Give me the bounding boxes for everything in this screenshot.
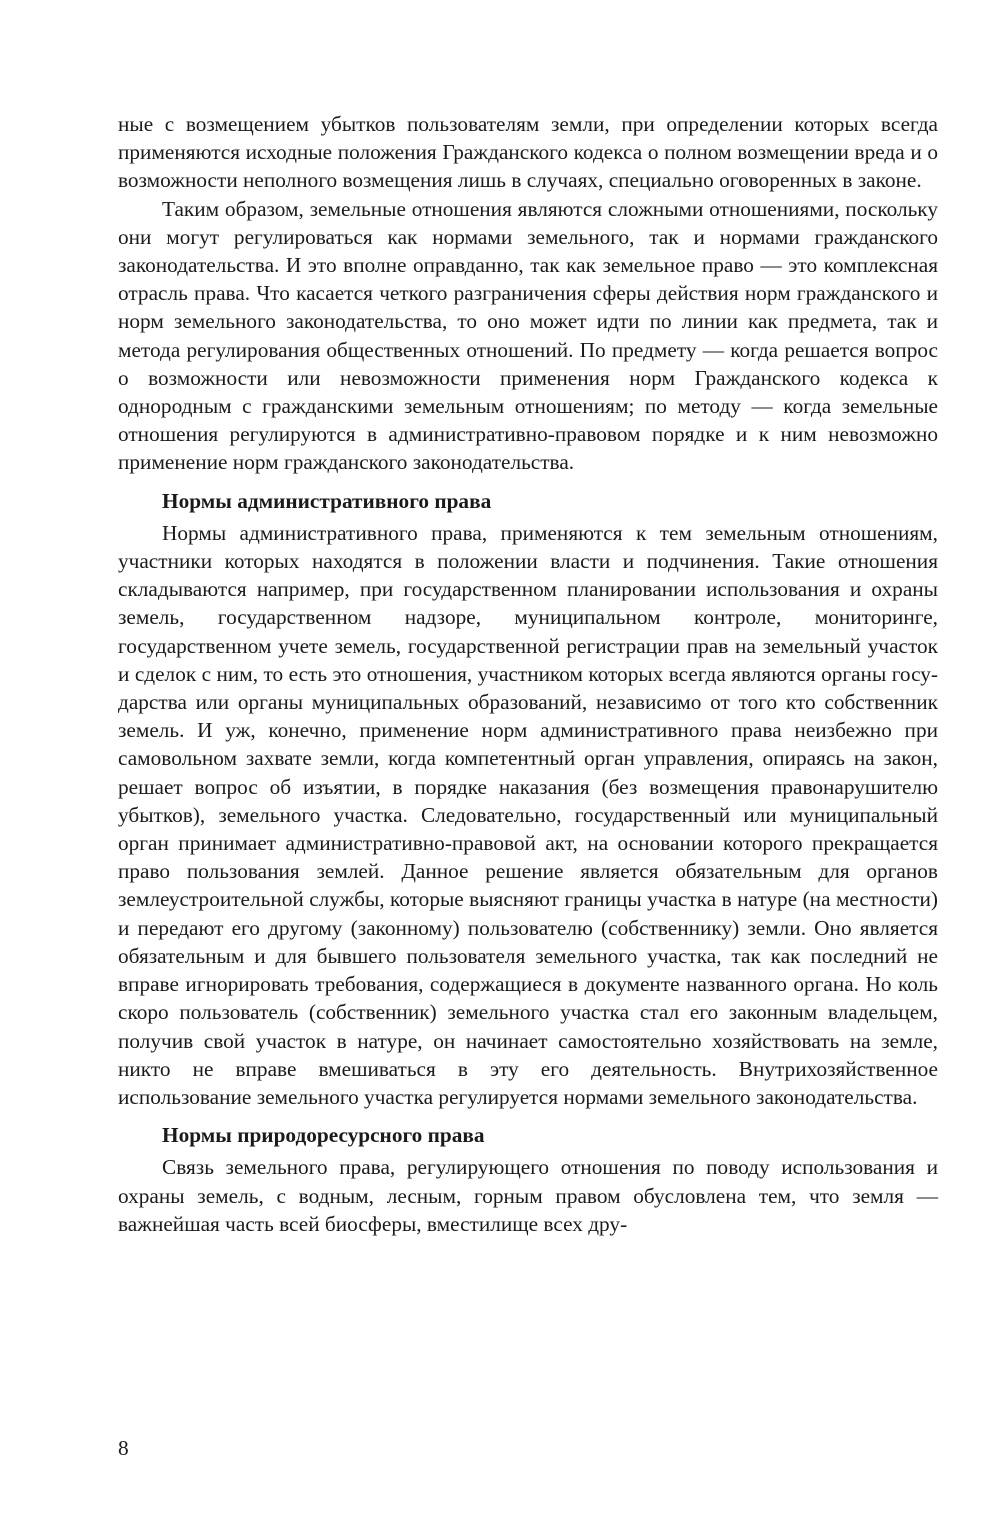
section-heading-administrative-law: Нормы административного права: [162, 488, 492, 513]
paragraph-land-relations: Таким образом, земельные отношения являются сложными отношениями, поскольку они могут регулироваться как нормами земельного, так и нормами гражданского законодательства. И это вполне оправданно, так как земельное право — это комплексная отрасль права. Что касается четкого разграничения сферы действия норм гражданского и норм земельного законодательства, то оно может идти по линии как предмета, так и метода регулирования общественных отношений. По предмету — когда решается вопрос о возможности или невозможности применения норм Гражданского кодекса к однородным с гражданскими земельным отношениям; по методу — когда земельные отношения регулируются в административно-правовом порядке и к ним невозможно применение норм гражданского законодательства.: [118, 196, 938, 475]
page-number: 8: [118, 1436, 129, 1460]
document-page: [118, 110, 938, 1238]
paragraph-natural-resource-law: Связь земельного права, регулирующего отношения по поводу использования и охраны земель, с водным, лесным, горным правом обусловлена тем, что земля — важнейшая часть всей биосферы, вместилище всех дру-: [118, 1155, 938, 1236]
section-heading-natural-resource-law: Нормы природоресурсного права: [162, 1123, 485, 1148]
paragraph-continuation: ные с возмещением убытков пользователям земли, при определении которых всегда применяются исходные положения Гражданского кодекса о полном возмещении вреда и о возможности неполного возмещения лишь в случаях, специально оговоренных в законе.: [118, 112, 938, 193]
paragraph-administrative-law: Нормы административного права, применяются к тем земельным отношениям, участники которых находятся в положении власти и подчинения. Такие отношения складываются например, при государственном планировании использования и охраны земель, государственном надзоре, муниципальном контроле, мониторинге, государственном учете земель, государственной регистрации прав на земельный участок и сделок с ним, то есть это отношения, участником которых всегда являются органы государства или органы муниципальных образований, независимо от того кто собственник земель. И уж, конечно, применение норм административного права неизбежно при самовольном захвате земли, когда компетентный орган управления, опираясь на закон, решает вопрос об изъятии, в порядке наказания (без возмещения правонарушителю убытков), земельного участка. Следовательно, государственный или муниципальный орган принимает административно-правовой акт, на основании которого прекращается право пользования землей. Данное решение является обязательным для органов землеустроительной службы, которые выясняют границы участка в натуре (на местности) и передают его другому (законному) пользователю (собственнику) земли. Оно является обязательным и для бывшего пользователя земельного участка, так как последний не вправе игнорировать требования, содержащиеся в документе названного органа. Но коль скоро пользователь (собственник) земельного участка стал его законным владельцем, получив свой участок в натуре, он начинает самостоятельно хозяйствовать на земле, никто не вправе вмешиваться в эту его деятельность. Внутрихозяйственное использование земельного участка регулируется нормами земельного законодательства.: [118, 520, 938, 1109]
